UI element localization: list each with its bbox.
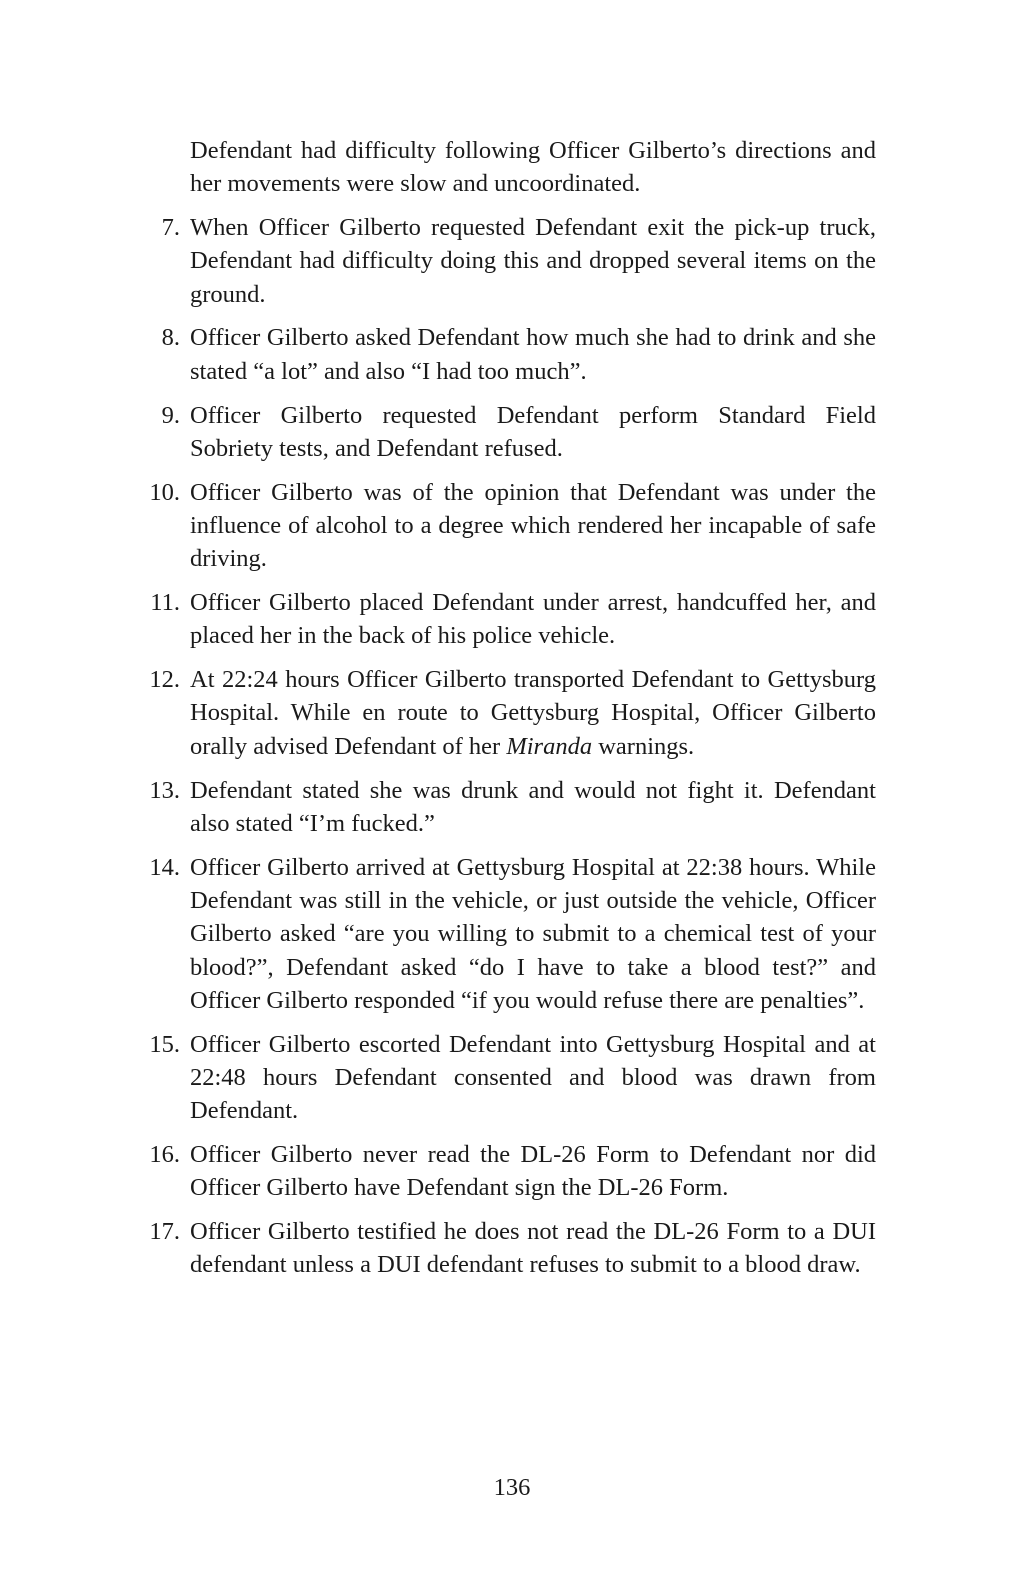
continuation-text: Defendant had difficulty following Officer Gilberto’s directions and her movements were slow and uncoordinated. [190,137,876,198]
paragraph-text: Officer Gilberto testified he does not read the DL-26 Form to a DUI defendant unless a DUI defendant refuses to submit to a blood draw. [190,1218,876,1279]
numbered-paragraph-17 [134,1215,876,1282]
paragraph-number: 17. [149,1218,180,1246]
paragraph-text-end: warnings. [592,732,695,760]
page-body [134,134,876,1292]
paragraph-text: Officer Gilberto asked Defendant how much she had to drink and she stated “a lot” and also “I had too much”. [190,324,876,385]
paragraph-number: 16. [149,1141,180,1169]
paragraph-number: 8. [161,324,180,352]
paragraph-number: 9. [161,401,180,429]
numbered-paragraph-7 [134,211,876,311]
numbered-paragraph-12 [134,663,876,763]
paragraph-text: Officer Gilberto requested Defendant perform Standard Field Sobriety tests, and Defendant refused. [190,401,876,462]
paragraph-number: 12. [149,666,180,694]
paragraph-number: 13. [149,776,180,804]
continuation-paragraph [134,134,876,201]
paragraph-number: 11. [150,589,180,617]
numbered-paragraph-13 [134,774,876,841]
numbered-paragraph-14 [134,851,876,1017]
paragraph-number: 10. [149,478,180,506]
page-number: 136 [493,1474,531,1501]
numbered-paragraph-11 [134,586,876,653]
paragraph-text: Defendant stated she was drunk and would not fight it. Defendant also stated “I’m fucked.” [190,776,876,837]
numbered-paragraph-10 [134,476,876,576]
paragraph-number: 15. [149,1030,180,1058]
numbered-paragraph-16 [134,1138,876,1205]
paragraph-number: 14. [149,853,180,881]
paragraph-text: Officer Gilberto never read the DL-26 Form to Defendant nor did Officer Gilberto have Defendant sign the DL-26 Form. [190,1141,876,1202]
paragraph-text: Officer Gilberto placed Defendant under arrest, handcuffed her, and placed her in the back of his police vehicle. [190,589,876,650]
paragraph-text: Officer Gilberto arrived at Gettysburg Hospital at 22:38 hours. While Defendant was still in the vehicle, or just outside the vehicle, Officer Gilberto asked “are you willing to submit to a chemical test of your blood?”, Defendant asked “do I have to take a blood test?” and Officer Gilberto responded “if you would refuse there are penalties”. [190,853,876,1014]
numbered-paragraph-9 [134,399,876,466]
paragraph-text: Officer Gilberto escorted Defendant into Gettysburg Hospital and at 22:48 hours Defendant consented and blood was drawn from Defendant. [190,1030,876,1125]
numbered-paragraph-15 [134,1028,876,1128]
numbered-paragraph-8 [134,321,876,388]
case-name-italic: Miranda [506,732,593,760]
paragraph-text: At 22:24 hours Officer Gilberto transported Defendant to Gettysburg Hospital. While en route to Gettysburg Hospital, Officer Gilberto orally advised Defendant of her [190,666,876,760]
paragraph-text: Officer Gilberto was of the opinion that Defendant was under the influence of alcohol to a degree which rendered her incapable of safe driving. [190,478,876,573]
paragraph-text: When Officer Gilberto requested Defendant exit the pick-up truck, Defendant had difficulty doing this and dropped several items on the ground. [190,214,876,308]
paragraph-number: 7. [161,214,180,242]
